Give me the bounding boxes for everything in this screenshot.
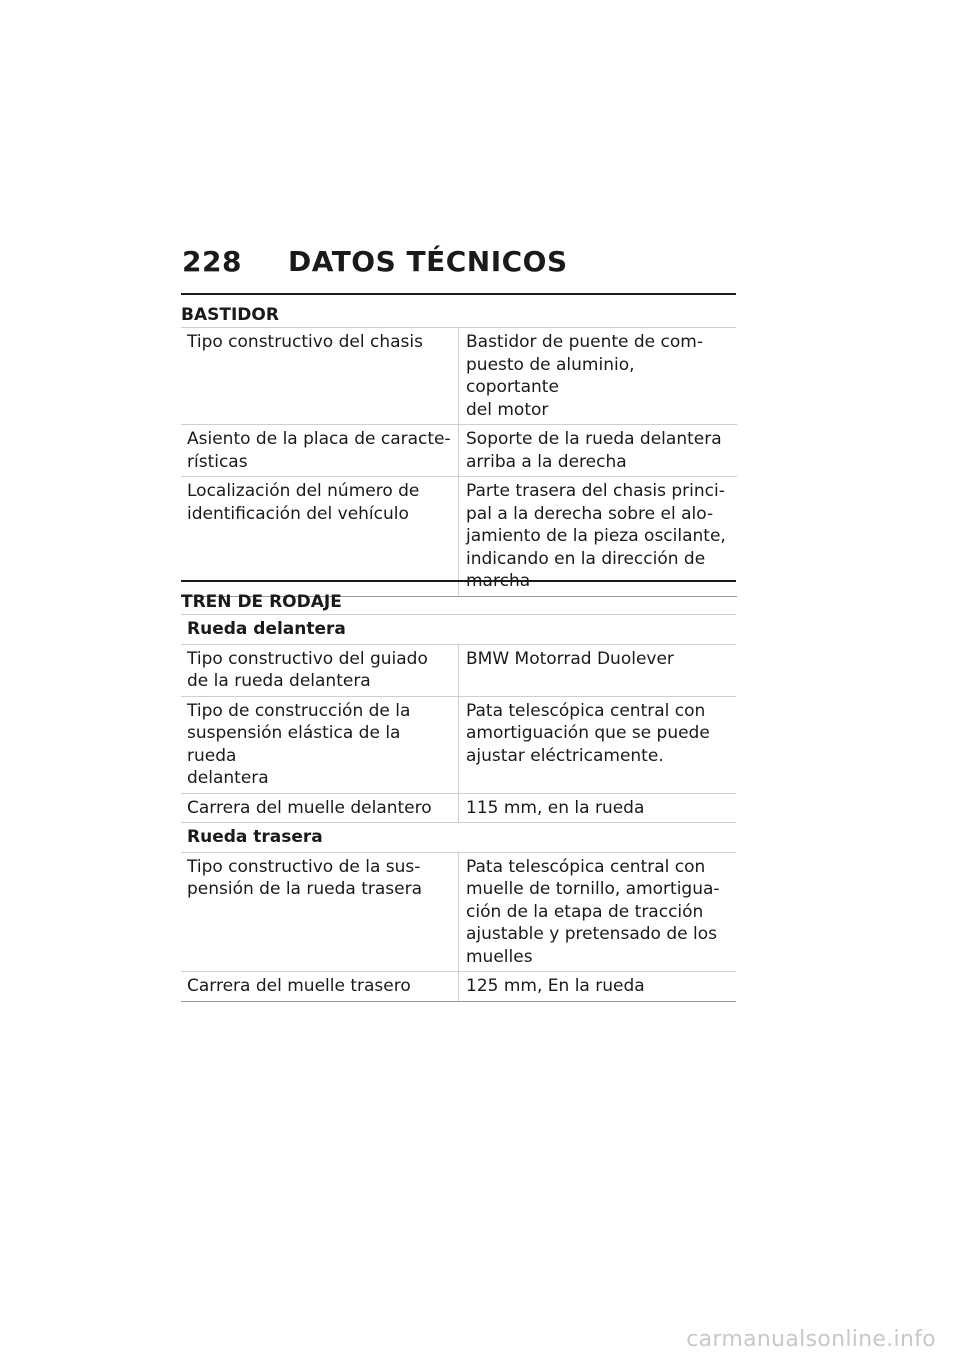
watermark: carmanualsonline.info — [686, 1327, 936, 1352]
table-row — [181, 477, 737, 597]
table-row — [181, 793, 736, 823]
table-row — [181, 972, 736, 1002]
section-heading: BASTIDOR — [181, 293, 736, 328]
row-label: Localización del número de identificación del vehículo — [181, 477, 459, 597]
table-row — [181, 328, 737, 425]
row-value: Pata telescópica central con muelle de tornillo, amortigua- ción de la etapa de tracción ajustable y pretensado de los muelles — [459, 852, 737, 972]
row-value: Bastidor de puente de com- puesto de aluminio, coportante del motor — [459, 328, 738, 425]
subheading-front-wheel: Rueda delantera — [181, 615, 736, 644]
row-value: Parte trasera del chasis princi- pal a la derecha sobre el alo- jamiento de la pieza oscilante, indicando en la dirección de marcha — [459, 477, 738, 597]
section-tren-de-rodaje — [181, 580, 736, 1002]
page-title: DATOS TÉCNICOS — [287, 245, 568, 278]
page-header — [182, 244, 568, 280]
section-bastidor — [181, 293, 736, 597]
table-row — [181, 644, 736, 696]
row-value: BMW Motorrad Duolever — [459, 644, 737, 696]
table-row — [181, 425, 737, 477]
row-value: Pata telescópica central con amortiguación que se puede ajustar eléctricamente. — [459, 696, 737, 793]
section-heading: TREN DE RODAJE — [181, 580, 736, 615]
tren-table — [181, 615, 736, 1002]
table-subheading-row — [181, 823, 736, 853]
row-label: Tipo constructivo del guiado de la rueda delantera — [181, 644, 459, 696]
row-label: Tipo constructivo del chasis — [181, 328, 459, 425]
row-value: 115 mm, en la rueda — [459, 793, 737, 823]
table-subheading-row — [181, 615, 736, 644]
bastidor-table — [181, 328, 737, 597]
row-label: Tipo de construcción de la suspensión elástica de la rueda delantera — [181, 696, 459, 793]
row-label: Asiento de la placa de caracte- rísticas — [181, 425, 459, 477]
subheading-rear-wheel: Rueda trasera — [181, 823, 736, 853]
row-value: 125 mm, En la rueda — [459, 972, 737, 1002]
table-row — [181, 696, 736, 793]
page-number: 228 — [182, 245, 242, 278]
row-label: Carrera del muelle trasero — [181, 972, 459, 1002]
row-label: Tipo constructivo de la sus- pensión de la rueda trasera — [181, 852, 459, 972]
row-value: Soporte de la rueda delantera arriba a la derecha — [459, 425, 738, 477]
row-label: Carrera del muelle delantero — [181, 793, 459, 823]
table-row — [181, 852, 736, 972]
